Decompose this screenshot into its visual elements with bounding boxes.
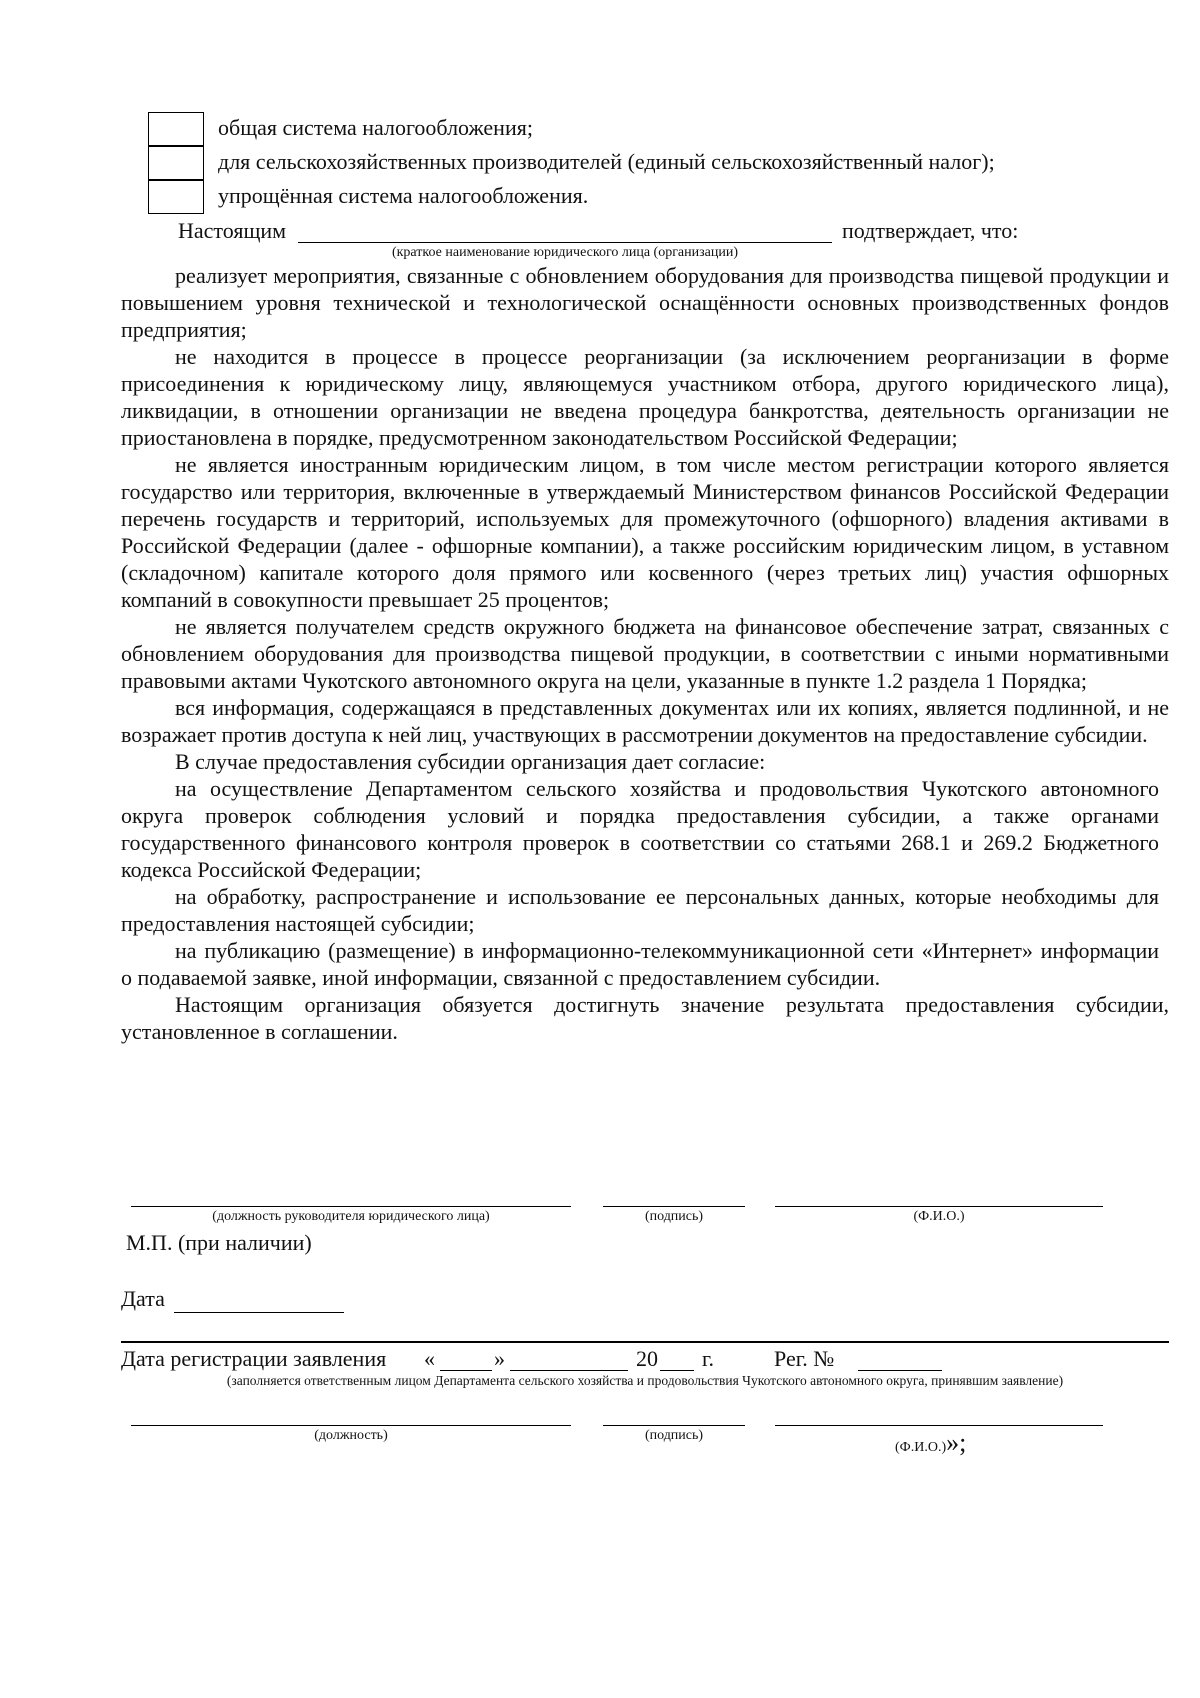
position-caption: (должность руководителя юридического лица) bbox=[212, 1209, 490, 1224]
official-full-name-line bbox=[895, 1428, 966, 1458]
organization-name-caption: (краткое наименование юридического лица (организации) bbox=[391, 245, 739, 260]
statement-paragraph: не находится в процессе в процессе реорганизации (за исключением реорганизации в форме присоединения к юридическому лицу, являющемуся участником отбора, другого юридического лица), ликвидации, в отношении организации не введена процедура банкротства, деятельность организации не приостановлена в порядке, предусмотренном законодательством Российской Федерации; bbox=[121, 344, 1169, 450]
date-label: Дата bbox=[121, 1286, 165, 1311]
official-full-name-caption: (Ф.И.О.) bbox=[895, 1440, 947, 1455]
open-quote: « bbox=[424, 1346, 435, 1371]
checkbox[interactable] bbox=[148, 112, 204, 146]
signature-caption: (подпись) bbox=[644, 1209, 704, 1224]
checkbox[interactable] bbox=[148, 180, 204, 214]
full-name-field[interactable] bbox=[775, 1196, 1103, 1207]
confirm-suffix: подтверждает, что: bbox=[842, 218, 1019, 243]
confirm-prefix: Настоящим bbox=[178, 218, 287, 243]
registration-caption: (заполняется ответственным лицом Департамента сельского хозяйства и продовольствия Чукотского автономного округа, принявшим заявление) bbox=[226, 1373, 1064, 1388]
statement-body bbox=[121, 262, 1169, 1045]
closing-quote: »; bbox=[946, 1428, 967, 1457]
consent-item: на осуществление Департаментом сельского хозяйства и продовольствия Чукотского автономного округа проверок соблюдения условий и порядка предоставления субсидии, а также органами государственного финансового контроля проверок в соответствии со статьями 268.1 и 269.2 Бюджетного кодекса Российской Федерации; bbox=[121, 776, 1159, 882]
registration-date-label: Дата регистрации заявления bbox=[121, 1346, 387, 1371]
obligation-paragraph: Настоящим организация обязуется достигнуть значение результата предоставления субсидии, установленное в соглашении. bbox=[121, 992, 1169, 1044]
statement-paragraph: вся информация, содержащаяся в представленных документах или их копиях, является подлинной, и не возражает против доступа к ней лиц, участвующих в рассмотрении документов на предоставление субсидии. bbox=[121, 695, 1169, 747]
tax-option-label: упрощённая система налогообложения. bbox=[218, 183, 589, 208]
official-full-name-field[interactable] bbox=[775, 1415, 1103, 1426]
position-field[interactable] bbox=[131, 1196, 571, 1207]
official-signature-field[interactable] bbox=[603, 1415, 745, 1426]
date-field[interactable] bbox=[174, 1292, 344, 1313]
year-prefix: 20 bbox=[636, 1346, 658, 1371]
registration-year-field[interactable] bbox=[660, 1350, 694, 1371]
tax-option-label: общая система налогообложения; bbox=[218, 115, 533, 140]
official-position-field[interactable] bbox=[131, 1415, 571, 1426]
official-signature-caption: (подпись) bbox=[644, 1428, 704, 1443]
consent-intro: В случае предоставления субсидии организация дает согласие: bbox=[175, 749, 766, 774]
full-name-caption: (Ф.И.О.) bbox=[913, 1209, 965, 1224]
statement-paragraph: не является получателем средств окружного бюджета на финансовое обеспечение затрат, связанных с обновлением оборудования для производства пищевой продукции, в соответствии с иными нормативными правовыми актами Чукотского автономного округа на цели, указанные в пункте 1.2 раздела 1 Порядка; bbox=[121, 614, 1169, 693]
close-quote: » bbox=[494, 1346, 505, 1371]
checkbox[interactable] bbox=[148, 146, 204, 180]
signature-field[interactable] bbox=[603, 1196, 745, 1207]
registration-number-field[interactable] bbox=[858, 1350, 942, 1371]
registration-day-field[interactable] bbox=[440, 1350, 492, 1371]
section-divider bbox=[121, 1341, 1169, 1343]
statement-paragraph: реализует мероприятия, связанные с обновлением оборудования для производства пищевой продукции и повышением уровня технической и технологической оснащённости основных производственных фондов предприятия; bbox=[121, 263, 1169, 342]
organization-name-field[interactable] bbox=[298, 222, 832, 243]
year-suffix: г. bbox=[702, 1346, 715, 1371]
tax-option-label: для сельскохозяйственных производителей (единый сельскохозяйственный налог); bbox=[218, 149, 995, 174]
stamp-label: М.П. (при наличии) bbox=[126, 1230, 312, 1255]
consent-item: на обработку, распространение и использование ее персональных данных, которые необходимы для предоставления настоящей субсидии; bbox=[121, 884, 1159, 936]
consent-item: на публикацию (размещение) в информационно-телекоммуникационной сети «Интернет» информации о подаваемой заявке, иной информации, связанной с предоставлением субсидии. bbox=[121, 938, 1159, 990]
official-position-caption: (должность) bbox=[314, 1428, 388, 1443]
registration-number-label: Рег. № bbox=[774, 1346, 835, 1371]
statement-paragraph: не является иностранным юридическим лицом, в том числе местом регистрации которого является государство или территория, включенные в утверждаемый Министерством финансов Российской Федерации перечень государств и территорий, используемых для промежуточного (офшорного) владения активами в Российской Федерации (далее - офшорные компании), а также российским юридическим лицом, в уставном (складочном) капитале которого доля прямого или косвенного (через третьих лиц) участия офшорных компаний в совокупности превышает 25 процентов; bbox=[121, 452, 1169, 612]
registration-month-field[interactable] bbox=[510, 1350, 628, 1371]
